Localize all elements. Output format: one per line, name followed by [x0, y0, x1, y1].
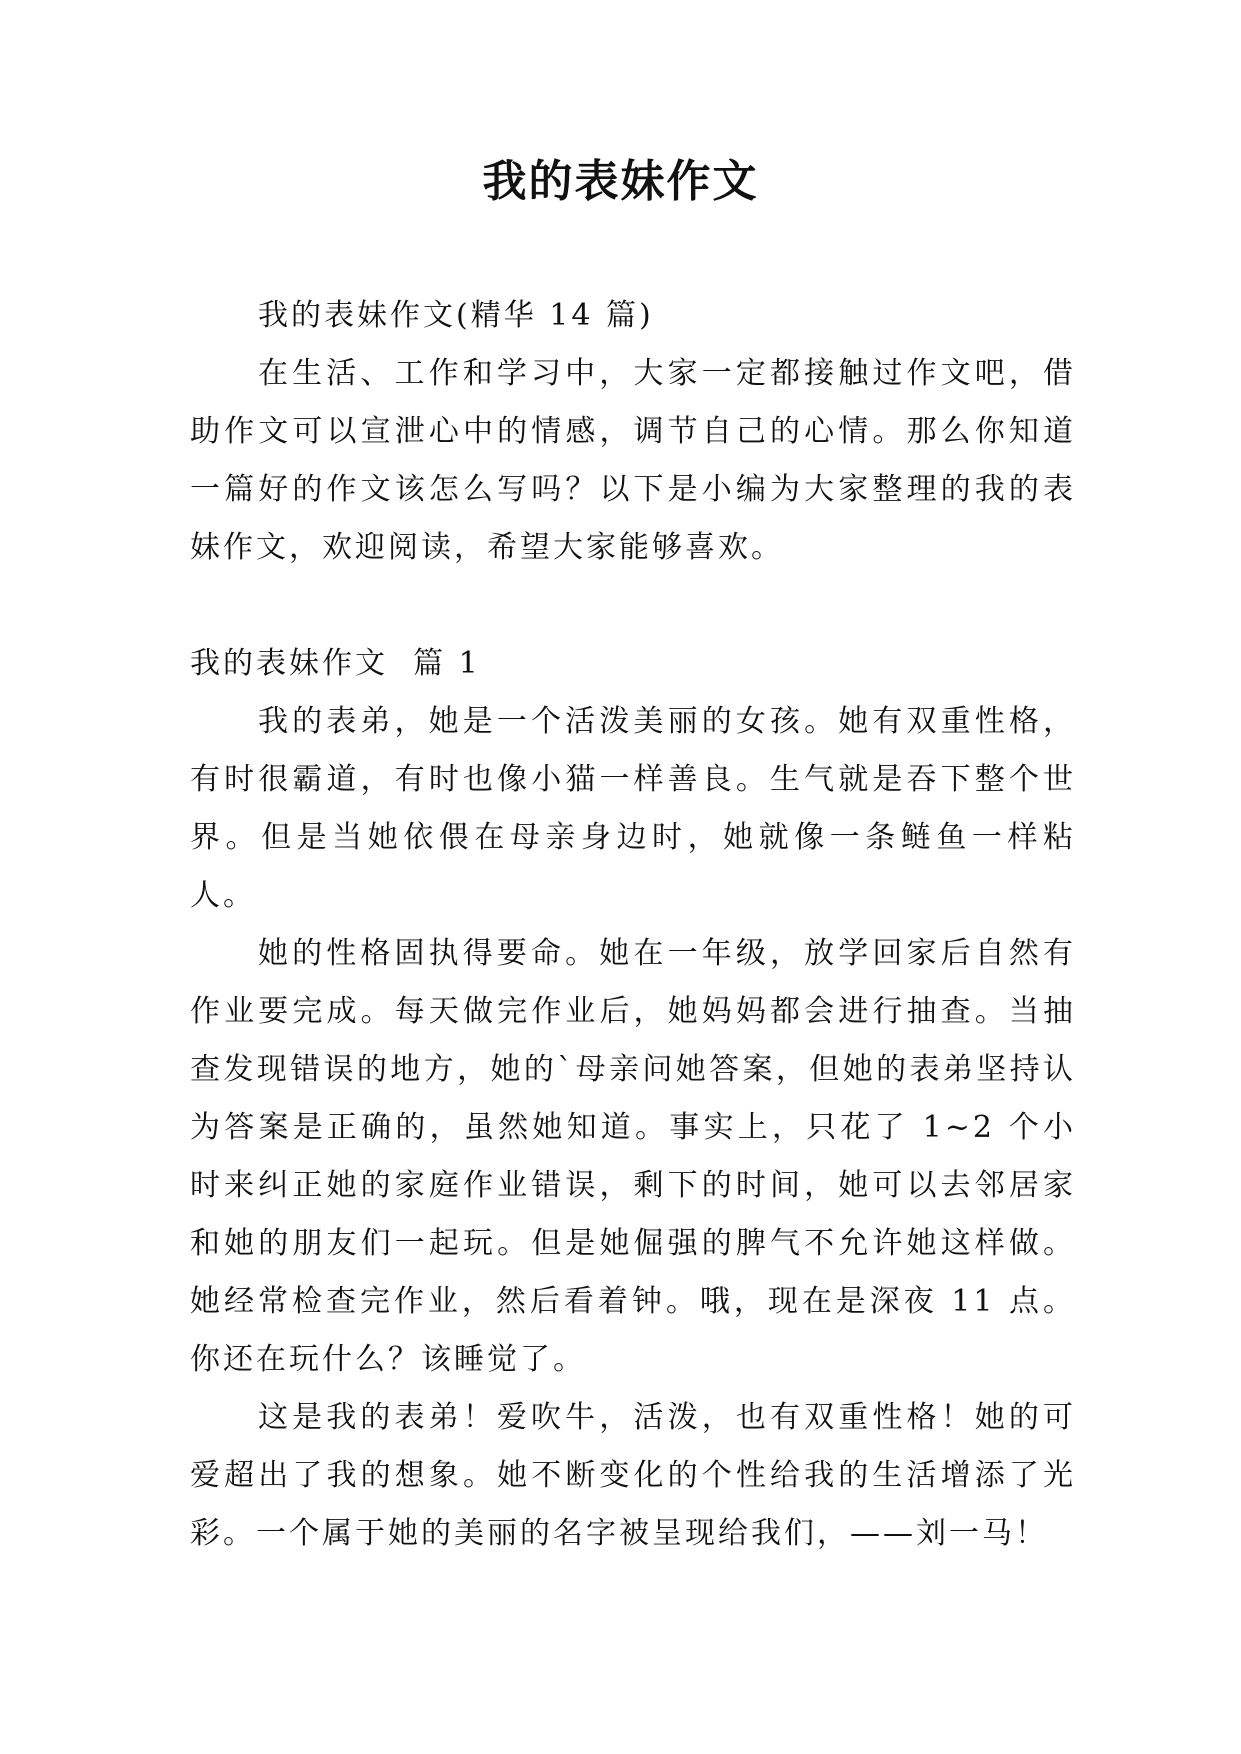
intro-paragraph: 在生活、工作和学习中，大家一定都接触过作文吧，借助作文可以宣泄心中的情感，调节自己的心情。那么你知道一篇好的作文该怎么写吗？以下是小编为大家整理的我的表妹作文，欢迎阅读，希望大家能够喜欢。	[190, 356, 1076, 565]
document-subtitle: 我的表妹作文(精华 14 篇)	[258, 298, 654, 333]
body-paragraph: 她的性格固执得要命。她在一年级，放学回家后自然有作业要完成。每天做完作业后，她妈妈都会进行抽查。当抽查发现错误的地方，她的`母亲问她答案，但她的表弟坚持认为答案是正确的，虽然她知道。事实上，只花了 1~2 个小时来纠正她的家庭作业错误，剩下的时间，她可以去邻居家和她的朋友们一起玩。但是她倔强的脾气不允许她这样做。她经常检查完作业，然后看着钟。哦，现在是深夜 11 点。你还在玩什么？该睡觉了。	[190, 936, 1076, 1377]
document-title: 我的表妹作文	[482, 156, 759, 207]
body-paragraph: 这是我的表弟！爱吹牛，活泼，也有双重性格！她的可爱超出了我的想象。她不断变化的个性给我的生活增添了光彩。一个属于她的美丽的名字被呈现给我们，——刘一马！	[190, 1400, 1076, 1551]
body-paragraph: 我的表弟，她是一个活泼美丽的女孩。她有双重性格，有时很霸道，有时也像小猫一样善良。生气就是吞下整个世界。但是当她依偎在母亲身边时，她就像一条鲢鱼一样粘人。	[190, 704, 1076, 913]
section-spacer	[190, 577, 1076, 635]
section-heading: 我的表妹作文 篇 1	[190, 646, 481, 681]
document-body	[190, 287, 1076, 1563]
